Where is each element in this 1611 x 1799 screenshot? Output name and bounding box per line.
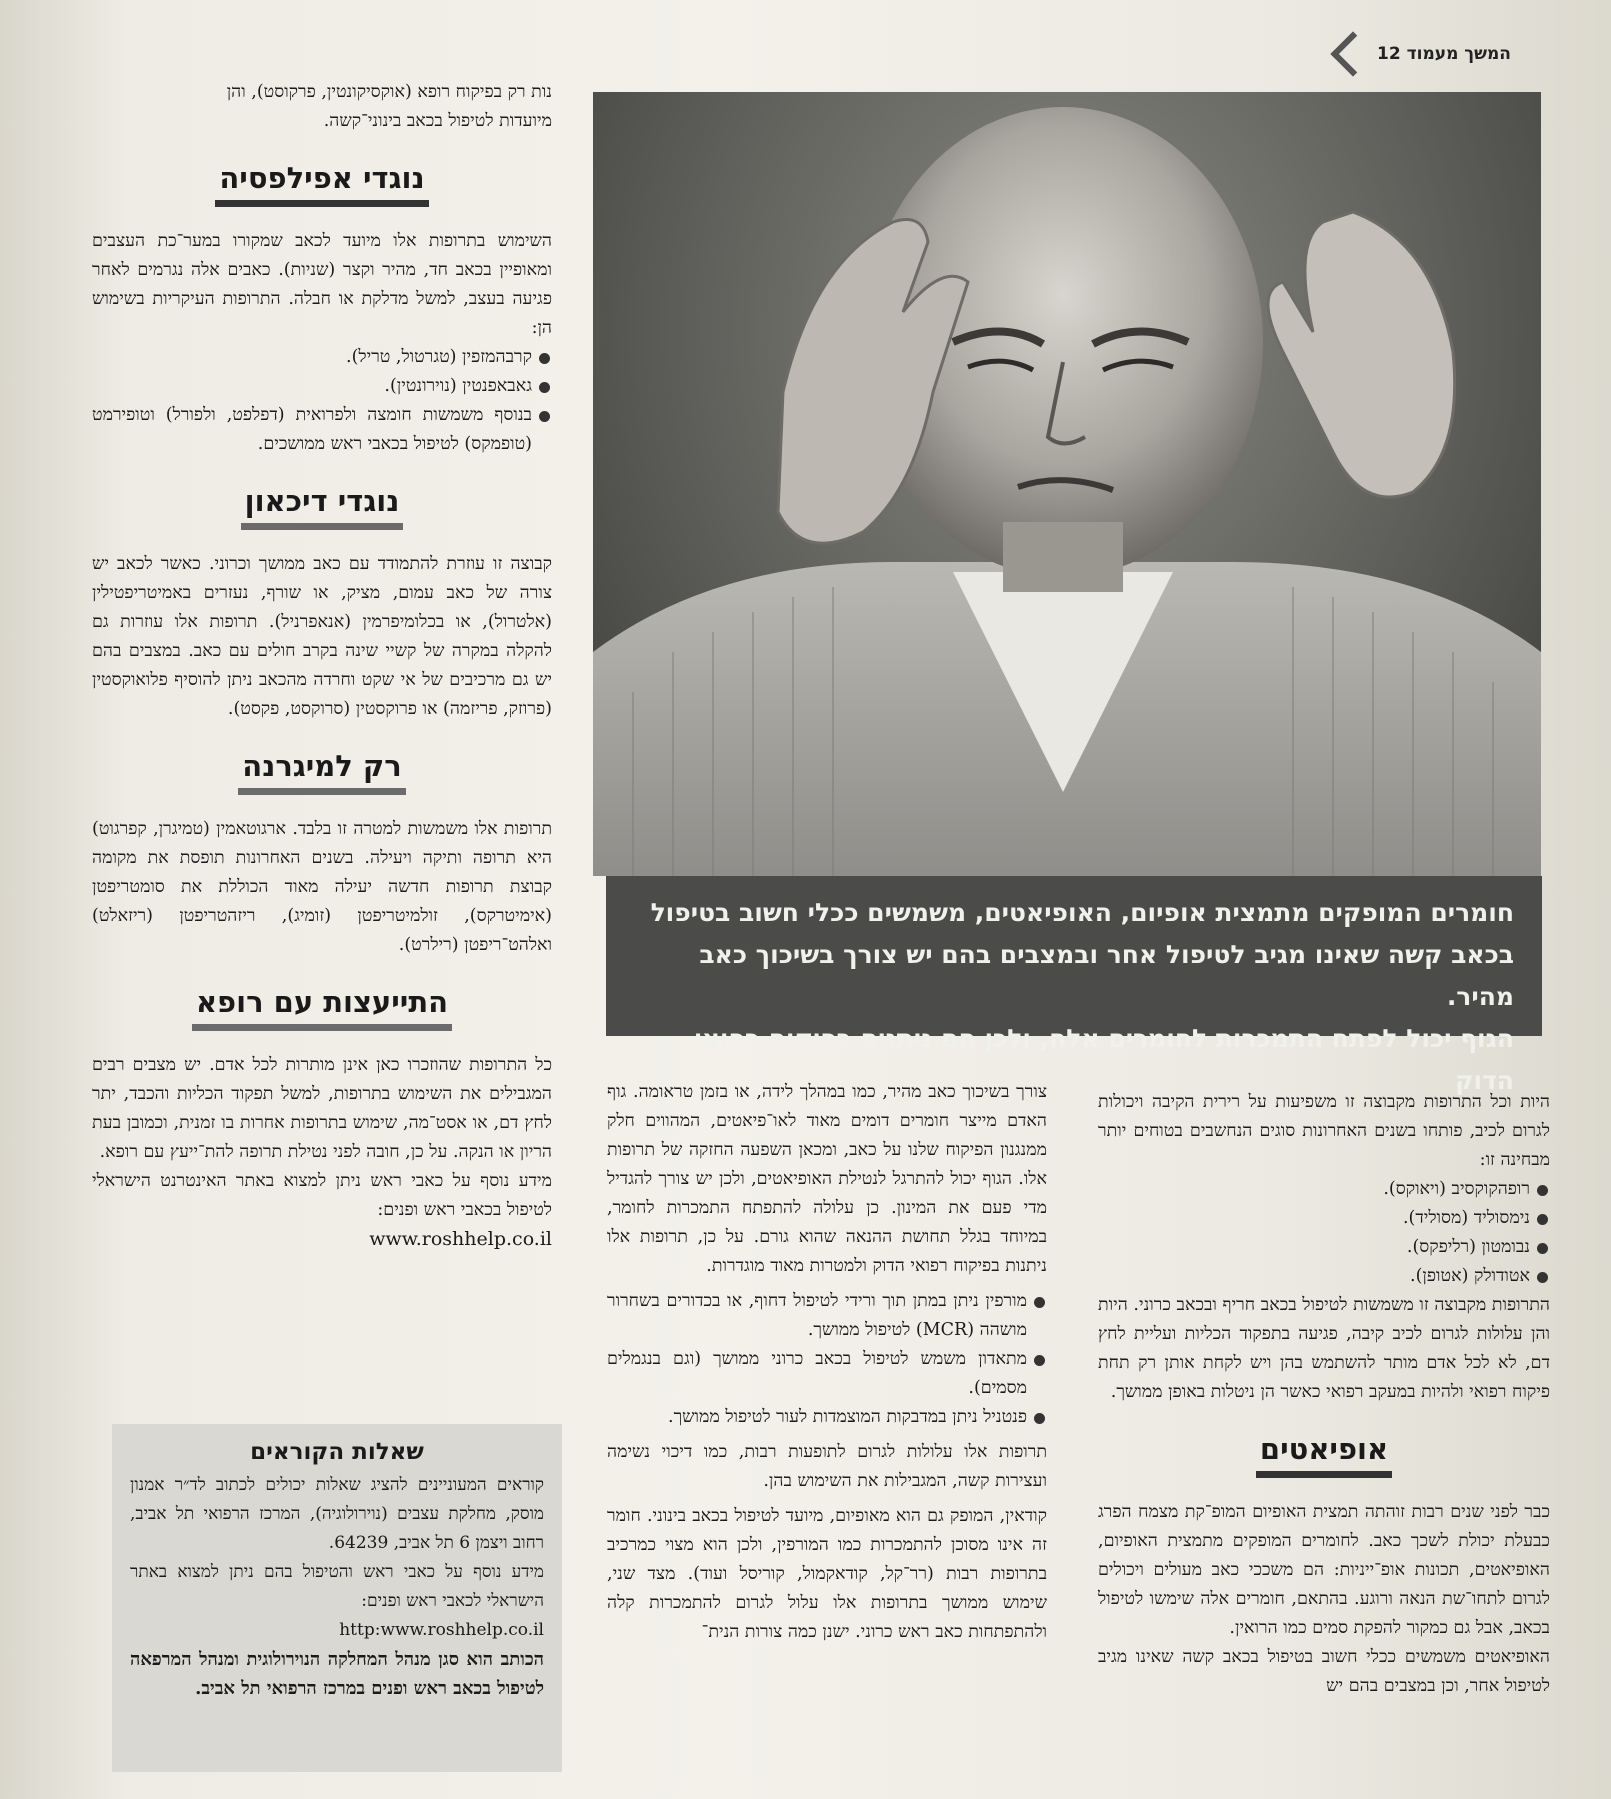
- consult-text: כל התרופות שהוזכרו כאן אינן מותרות לכל אדם. יש מצבים רבים המגבילים את השימוש בתרופות, למשל תפקוד הכליות והכבד, יתר לחץ דם, או אסט־מה, שימוש בתרופות אחרות בו זמנית, וכמובן בעת הריון או הנקה. על כן, חובה לפני נטילת תרופה להת־ייעץ עם רופא.: [92, 1055, 552, 1162]
- opiates-text-2: האופיאטים משמשים ככלי חשוב בטיפול בכאב קשה שאינו מגיב לטיפול אחר, וכן במצבים בהם יש: [1098, 1647, 1550, 1696]
- heading-opiates: אופיאטים: [1256, 1429, 1392, 1478]
- heading-antidepressants: נוגדי דיכאון: [241, 481, 404, 530]
- nsaid-usage-text: התרופות מקבוצה זו משמשות לטיפול בכאב חריף ובכאב כרוני. היות והן עלולות לגרום לכיב קיבה, פגיעה בתפקוד הכליות ועליית לחץ דם, לא לכל אדם מותר להשתמש בהן ויש לקחת אותן רק תחת פיקוח רפואי ולהיות במעקב רפואי כאשר הן ניטלות באופן ממושך.: [1098, 1295, 1550, 1402]
- opiates-continued-text: צורך בשיכוך כאב מהיר, כמו במהלך לידה, או בזמן טראומה. גוף האדם מייצר חומרים דומים מאוד לאו־פיאטים, המהווים חלק ממנגנון הפיקוח שלנו על כאב, ומכאן השפעה החזקה של תרופות אלו. הגוף יכול להתרגל לנטילת האופיאטים, ולכן יש צורך להגדיל מדי פעם את המינון. כן עלולה להתפתח התמכרות לחומר, במיוחד בגלל תחושת ההנאה שהוא גורם. על כן, תרופות אלו ניתנות בפיקוח רפואי הדוק ולמטרות מאוד מוגדרות.: [607, 1082, 1047, 1276]
- readers-box-title: שאלות הקוראים: [250, 1439, 424, 1465]
- caption-line: הגוף יכול לפתח התמכרות לחומרים אלה, ולכן הם ניתנים בפיקוח רפואי הדוק: [694, 1024, 1514, 1095]
- list-item: קרבהמזפין (טגרטול, טריל).: [92, 343, 552, 372]
- readers-box-text: קוראים המעוניינים להציג שאלות יכולים לכתוב לד״ר אמנון מוסק, מחלקת עצבים (נוירולוגיה), המרכז הרפואי תל אביב, רחוב ויצמן 6 תל אביב, 64239.: [130, 1475, 544, 1553]
- migraine-text: תרופות אלו משמשות למטרה זו בלבד. ארגוטאמין (טמיגרן, קפרגוט) היא תרופה ותיקה ויעילה. בשנים האחרונות תופסת את מקומה קבוצת תרופות חדשה יעילה מאוד הכוללת את סומטריפטן (אימיטרקס), זולמיטריפטן (זומיג), ריזהטריפטן (ריזאלט) ואלהט־ריפטן (רילרט).: [92, 819, 552, 955]
- author-bio: הכותב הוא סגן מנהל המחלקה הנוירולוגית ומנהל המרפאה לטיפול בכאב ראש ופנים במרכז הרפואי תל אביב.: [130, 1649, 544, 1699]
- chevron-left-icon: [1330, 31, 1375, 76]
- photo-caption: [606, 876, 1542, 1095]
- caption-line: חומרים המופקים מתמצית אופיום, האופיאטים, משמשים ככלי חשוב בטיפול: [650, 898, 1514, 927]
- list-item: בנוסף משמשות חומצה ולפרואית (דפלפט, ולפורל) וטופירמט (טופמקס) לטיפול בכאבי ראש ממושכים.: [92, 401, 552, 459]
- opiates-text: כבר לפני שנים רבות זוהתה תמצית האופיום המופ־קת מצמח הפרג כבעלת יכולת לשכך כאב. לחומרים המופקים מתמצית האופיום, האופיאטים, תכונות אופ־ייניות: הם משככי כאב מעולים ויכולים לגרום לתחו־שת הנאה ורוגע. בהתאם, חומרים אלה שימשו לטיפול בכאב, אבל גם כמקור להפקת סמים כמו הרואין.: [1098, 1502, 1550, 1638]
- epilepsy-list: [92, 343, 552, 459]
- heading-consult-doctor: התייעצות עם רופא: [192, 982, 452, 1031]
- list-item: אטודולק (אטופן).: [1098, 1262, 1550, 1291]
- codeine-text: קודאין, המופק גם הוא מאופיום, מיועד לטיפול בכאב בינוני. חומר זה אינו מסוכן להתמכרות כמו המורפין, ולכן הוא מצוי כמרכיב בתרופות רבות (רר־קל, קודאקמול, קוריסל ועוד). מצד שני, שימוש ממושך בתרופות אלו עלול לגרום להתמכרות קלה ולהתפתחות כאב ראש כרוני. ישנן כמה צורות הנית־: [607, 1506, 1047, 1642]
- consult-more-info: מידע נוסף על כאבי ראש ניתן למצוא באתר האינטרנט הישראלי לטיפול בכאבי ראש ופנים:: [92, 1171, 552, 1220]
- intro-line: נות רק בפיקוח רופא (אוקסיקונטין, פרקוסט), והן: [226, 82, 552, 102]
- caption-line: בכאב קשה שאינו מגיב לטיפול אחר ובמצבים בהם יש צורך בשיכוך כאב מהיר.: [699, 940, 1514, 1011]
- nsaid-list: [1098, 1175, 1550, 1291]
- heading-epilepsy: נוגדי אפילפסיה: [215, 158, 428, 207]
- readers-box-more-info: מידע נוסף על כאבי ראש והטיפול בהם ניתן למצוא באתר הישראלי לכאבי ראש ופנים:: [130, 1562, 544, 1611]
- man-holding-head-illustration: [593, 92, 1541, 876]
- readers-box-link[interactable]: http:www.roshhelp.co.il: [339, 1620, 544, 1640]
- continuation-label: המשך מעמוד 12: [1377, 44, 1511, 64]
- list-item: מורפין ניתן במתן תוך ורידי לטיפול דחוף, או בכדורים בשחרור מושהה (MCR) לטיפול ממושך.: [607, 1287, 1047, 1345]
- list-item: מתאדון משמש לטיפול בכאב כרוני ממושך (וגם בנגמלים מסמים).: [607, 1345, 1047, 1403]
- intro-line: מיועדות לטיפול בכאב בינוני־קשה.: [323, 111, 552, 131]
- opiates-list: [607, 1287, 1047, 1432]
- list-item: נימסוליד (מסוליד).: [1098, 1204, 1550, 1233]
- side-effects-text: תרופות אלו עלולות לגרום לתופעות רבות, כמו דיכוי נשימה ועצירות קשה, המגבילות את השימוש בהן.: [607, 1442, 1047, 1491]
- list-item: גאבאפנטין (נוירונטין).: [92, 372, 552, 401]
- right-column: [1098, 1088, 1550, 1701]
- readers-questions-box: [112, 1424, 562, 1772]
- heading-migraine: רק למיגרנה: [238, 746, 405, 795]
- left-column: [92, 78, 552, 1254]
- list-item: רופהקוקסיב (ויאוקס).: [1098, 1175, 1550, 1204]
- headache-photo: [593, 92, 1541, 876]
- website-link[interactable]: www.roshhelp.co.il: [369, 1228, 552, 1250]
- list-item: פנטניל ניתן במדבקות המוצמדות לעור לטיפול ממושך.: [607, 1403, 1047, 1432]
- epilepsy-text: השימוש בתרופות אלו מיועד לכאב שמקורו במער־כת העצבים ומאופיין בכאב חד, מהיר וקצר (שניות). כאבים אלה נגרמים לאחר פגיעה בעצב, למשל מדלקת או חבלה. התרופות העיקריות בשימוש הן:: [92, 231, 552, 338]
- list-item: נבומטון (רליפקס).: [1098, 1233, 1550, 1262]
- nsaid-intro-text: היות וכל התרופות מקבוצה זו משפיעות על רירית הקיבה ויכולות לגרום לכיב, פותחו בשנים האחרונות סוגים הנחשבים בטוחים יותר מבחינה זו:: [1098, 1092, 1550, 1170]
- continuation-marker: [1329, 38, 1511, 70]
- middle-column: [607, 1078, 1047, 1647]
- antidepressants-text: קבוצה זו עוזרת להתמודד עם כאב ממושך וכרוני. כאשר לכאב יש צורה של כאב עמום, מציק, או שורף, נעזרים באמיטריפטילין (אלטרול), או בכלומיפרמין (אנאפרניל). תרופות אלו עוזרות גם להקלה במקרה של קשיי שינה בקרב חולים עם כאב. במצבים בהם יש גם מרכיבים של אי שקט וחרדה מהכאב ניתן להוסיף פלואוקסטין (פרוזק, פריזמה) או פרוקסטין (סרוקסט, פקסט).: [92, 554, 552, 719]
